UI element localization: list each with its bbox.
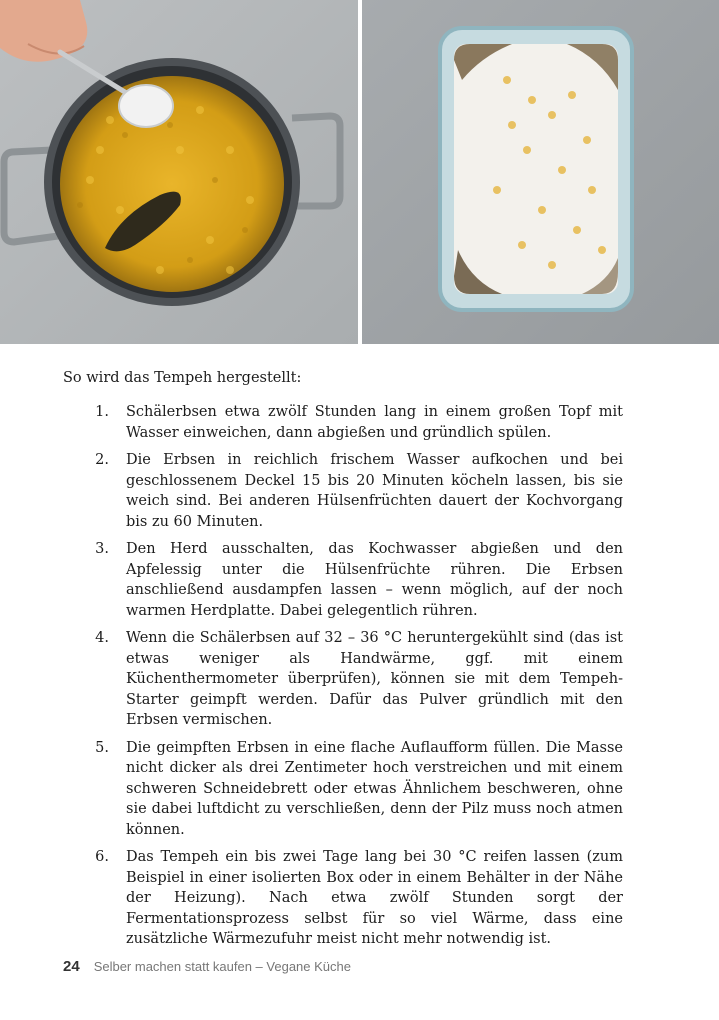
step-text: Die geimpften Erbsen in eine flache Auflaufform füllen. Die Masse nicht dicker als drei Zentimeter hoch verstreichen und mit einem schweren Schneidebrett oder etwas Ähnlichem beschweren, ohne sie dabei luftdicht zu verschließen, denn der Pilz muss noch atmen können. — [126, 739, 623, 838]
list-item — [63, 539, 623, 621]
step-number: 6. — [95, 849, 109, 865]
instruction-list — [63, 402, 623, 957]
photo-pot-with-peas — [0, 0, 358, 344]
page-number: 24 — [63, 958, 80, 975]
list-item — [63, 847, 623, 950]
page-footer — [63, 958, 351, 975]
step-text: Schälerbsen etwa zwölf Stunden lang in einem großen Topf mit Wasser einweichen, dann abgießen und gründlich spülen. — [126, 404, 623, 441]
step-number: 5. — [95, 739, 109, 756]
step-number: 2. — [95, 452, 109, 468]
intro-text: So wird das Tempeh hergestellt: — [63, 370, 302, 386]
step-text: Das Tempeh ein bis zwei Tage lang bei 30 °C reifen lassen (zum Beispiel in einer isolierten Box oder in einem Behälter in der Nähe der Heizung). Nach etwa zwölf Stunden sorgt der Fermentationsprozess selbst für so viel Wärme, dass eine zusätzliche Wärmezufuhr meist nicht mehr notwendig ist. — [126, 849, 623, 947]
list-item — [63, 628, 623, 731]
photo-strip — [0, 0, 719, 344]
book-title: Selber machen statt kaufen – Vegane Küche — [93, 959, 351, 974]
step-number: 3. — [95, 541, 109, 557]
list-item — [63, 450, 623, 532]
list-item — [63, 738, 623, 841]
step-text: Die Erbsen in reichlich frischem Wasser aufkochen und bei geschlossenem Deckel 15 bis 20 Minuten köcheln lassen, bis sie weich sind. Bei anderen Hülsenfrüchten dauert der Kochvorgang bis zu 60 Minuten. — [126, 452, 623, 530]
list-item — [63, 402, 623, 443]
step-text: Den Herd ausschalten, das Kochwasser abgießen und den Apfelessig unter die Hülsenfrüchte rühren. Die Erbsen anschließend ausdampfen lassen – wenn möglich, auf der noch warmen Herdplatte. Dabei gelegentlich rühren. — [126, 541, 623, 619]
step-number: 1. — [95, 404, 109, 420]
photo-glass-dish-tempeh — [362, 0, 719, 344]
step-number: 4. — [95, 630, 109, 646]
step-text: Wenn die Schälerbsen auf 32 – 36 °C heruntergekühlt sind (das ist etwas weniger als Handwärme, ggf. mit einem Küchenthermometer überprüfen), können sie mit dem Tempeh-Starter geimpft werden. Dafür das Pulver gründlich mit den Erbsen vermischen. — [126, 630, 623, 728]
